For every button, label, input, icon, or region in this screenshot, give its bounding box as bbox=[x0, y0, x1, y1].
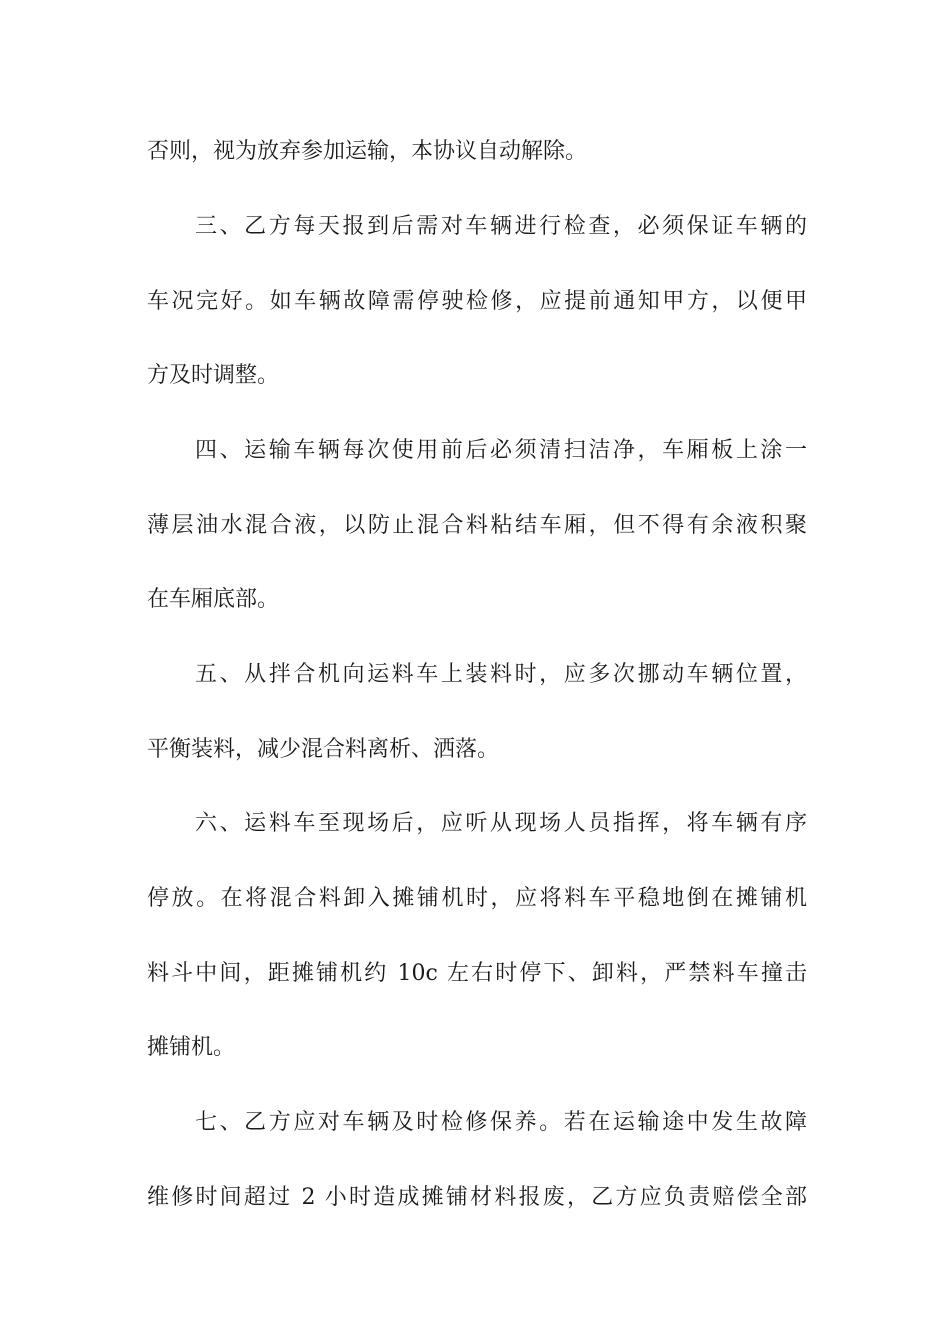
text-line: 薄层油水混合液，以防止混合料粘结车厢，但不得有余液积聚 bbox=[147, 513, 807, 538]
text-line: 维修时间超过 2 小时造成摊铺材料报废，乙方应负责赔偿全部 bbox=[147, 1185, 807, 1210]
paragraph-first-line: 七、乙方应对车辆及时检修保养。若在运输途中发生故障 bbox=[195, 1110, 807, 1135]
text-line: 料斗中间，距摊铺机约 10c 左右时停下、卸料，严禁料车撞击 bbox=[147, 961, 807, 986]
paragraph-first-line: 三、乙方每天报到后需对车辆进行检查，必须保证车辆的 bbox=[195, 214, 807, 239]
paragraph-first-line: 五、从拌合机向运料车上装料时，应多次挪动车辆位置， bbox=[195, 662, 807, 687]
text-line: 停放。在将混合料卸入摊铺机时，应将料车平稳地倒在摊铺机 bbox=[147, 886, 807, 911]
text-line: 摊铺机。 bbox=[147, 1035, 236, 1060]
text-line: 车况完好。如车辆故障需停驶检修，应提前通知甲方，以便甲 bbox=[147, 289, 807, 314]
text-line: 在车厢底部。 bbox=[147, 587, 280, 612]
text-line: 平衡装料，减少混合料离析、洒落。 bbox=[147, 737, 500, 762]
text-line: 方及时调整。 bbox=[147, 363, 280, 388]
paragraph-first-line: 六、运料车至现场后，应听从现场人员指挥，将车辆有序 bbox=[195, 811, 807, 836]
paragraph-first-line: 四、运输车辆每次使用前后必须清扫洁净，车厢板上涂一 bbox=[195, 438, 807, 463]
text-line: 否则，视为放弃参加运输，本协议自动解除。 bbox=[147, 139, 588, 164]
